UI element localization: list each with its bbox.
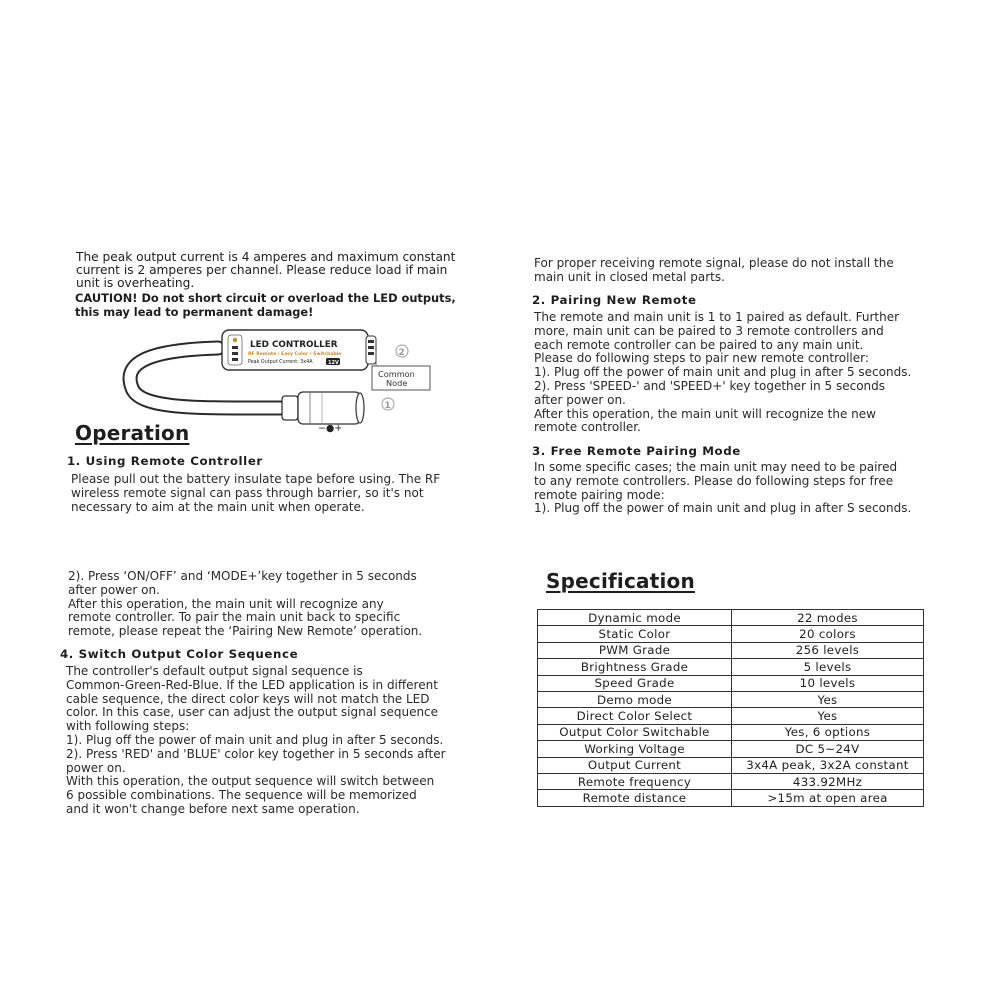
table-row: [538, 610, 924, 626]
device-title: LED CONTROLLER: [250, 340, 338, 350]
section-3-body: [534, 461, 911, 516]
continued-steps: [68, 570, 422, 639]
caution-line-2: this may lead to permanent damage!: [75, 304, 314, 319]
specification-table: [537, 609, 924, 807]
voltage-badge-text: 12V: [328, 360, 339, 366]
section-4-line: With this operation, the output sequence will switch between: [66, 774, 435, 789]
continued-line: after power on.: [68, 582, 160, 597]
section-4-line: Common-Green-Red-Blue. If the LED application is in different: [66, 677, 438, 692]
section-4-line: with following steps:: [66, 719, 190, 734]
table-row: [538, 708, 924, 724]
intro-line: current is 2 amperes per channel. Please reduce load if main: [76, 263, 448, 278]
section-4-line: power on.: [66, 760, 126, 775]
section-4-heading: 4. Switch Output Color Sequence: [60, 647, 299, 661]
table-row: [538, 675, 924, 691]
table-row: [538, 773, 924, 789]
spec-value: 20 colors: [732, 626, 924, 642]
caution-line-1: [75, 292, 456, 306]
spec-value: 256 levels: [732, 642, 924, 658]
spec-value: 3x4A peak, 3x2A constant: [732, 757, 924, 773]
section-3-heading: 3. Free Remote Pairing Mode: [532, 444, 741, 458]
section-2-heading: 2. Pairing New Remote: [532, 293, 697, 307]
intro-paragraph: [76, 251, 455, 291]
caution-text: Do not short circuit or overload the LED outputs,: [141, 291, 456, 305]
spec-key: Speed Grade: [538, 675, 732, 691]
right-intro-line: For proper receiving remote signal, please do not install the: [534, 256, 894, 270]
spec-value: 22 modes: [732, 610, 924, 626]
table-row: [538, 790, 924, 806]
spec-key: Direct Color Select: [538, 708, 732, 724]
controller-figure: [110, 320, 415, 435]
common-node-label-2: Node: [386, 378, 408, 388]
right-intro: [534, 257, 894, 285]
section-2-line: Please do following steps to pair new remote controller:: [534, 351, 869, 366]
section-1-line: wireless remote signal can pass through barrier, so it's not: [71, 485, 424, 500]
spec-key: Dynamic mode: [538, 610, 732, 626]
operation-heading: Operation: [75, 421, 190, 445]
section-4-line: cable sequence, the direct color keys will not match the LED: [66, 691, 430, 706]
table-row: [538, 691, 924, 707]
section-2-line: after power on.: [534, 392, 626, 407]
section-2: [532, 293, 697, 307]
table-row: [538, 757, 924, 773]
section-2-line: 1). Plug off the power of main unit and plug in after 5 seconds.: [534, 365, 912, 380]
callout-1: 1: [384, 401, 391, 411]
device-subtitle: RF Remote / Easy Color / Switchable: [248, 352, 342, 357]
spec-table-body: [538, 610, 924, 807]
intro-line: The peak output current is 4 amperes and maximum constant: [76, 250, 456, 264]
spec-value: 5 levels: [732, 659, 924, 675]
section-3: [532, 444, 741, 458]
spec-key: Static Color: [538, 626, 732, 642]
device-spec: Peak Output Current: 3x4A: [248, 360, 313, 365]
callout-2: 2: [398, 348, 405, 358]
table-row: [538, 741, 924, 757]
spec-value: DC 5~24V: [732, 741, 924, 757]
spec-value: >15m at open area: [732, 790, 924, 806]
common-node-label-1: Common: [378, 369, 415, 379]
spec-value: Yes: [732, 708, 924, 724]
spec-key: Output Color Switchable: [538, 724, 732, 740]
section-3-line: 1). Plug off the power of main unit and plug in after S seconds.: [534, 501, 912, 516]
section-4-line: 1). Plug off the power of main unit and plug in after 5 seconds.: [66, 732, 444, 747]
intro-line: unit is overheating.: [76, 276, 195, 291]
section-3-line: to any remote controllers. Please do following steps for free: [534, 473, 894, 488]
spec-value: 10 levels: [732, 675, 924, 691]
section-4-line: and it won't change before next same operation.: [66, 801, 360, 816]
section-2-line: 2). Press 'SPEED-' and 'SPEED+' key together in 5 seconds: [534, 378, 886, 393]
section-4-body: [66, 665, 446, 817]
spec-key: Remote frequency: [538, 773, 732, 789]
caution-notice: [75, 292, 456, 319]
spec-value: Yes: [732, 691, 924, 707]
section-4-line: 2). Press 'RED' and 'BLUE' color key together in 5 seconds after: [66, 746, 446, 761]
section-1-heading: 1. Using Remote Controller: [67, 454, 263, 468]
section-2-line: remote controller.: [534, 420, 641, 435]
caution-label: CAUTION!: [75, 291, 138, 305]
spec-key: Demo mode: [538, 691, 732, 707]
section-4: [60, 647, 298, 661]
right-intro-line: main unit in closed metal parts.: [534, 269, 725, 284]
continued-line: 2). Press ‘ON/OFF’ and ‘MODE+’key together in 5 seconds: [68, 569, 417, 583]
spec-key: Output Current: [538, 757, 732, 773]
spec-value: Yes, 6 options: [732, 724, 924, 740]
spec-key: Brightness Grade: [538, 659, 732, 675]
section-4-line: color. In this case, user can adjust the output signal sequence: [66, 705, 439, 720]
table-row: [538, 642, 924, 658]
polarity-symbol: −●+: [318, 423, 343, 434]
section-2-line: more, main unit can be paired to 3 remote controllers and: [534, 323, 884, 338]
table-row: [538, 659, 924, 675]
section-1-body: [71, 473, 440, 514]
spec-key: Remote distance: [538, 790, 732, 806]
section-2-line: each remote controller can be paired to any main unit.: [534, 337, 864, 352]
spec-key: Working Voltage: [538, 741, 732, 757]
table-row: [538, 724, 924, 740]
spec-key: PWM Grade: [538, 642, 732, 658]
section-2-body: [534, 311, 911, 435]
dc-connector: [282, 392, 364, 424]
section-1-line: necessary to aim at the main unit when operate.: [71, 499, 365, 514]
specification-heading: Specification: [546, 569, 695, 593]
section-1: [67, 454, 263, 468]
section-2-line: After this operation, the main unit will recognize the new: [534, 406, 876, 421]
section-3-line: In some specific cases; the main unit may need to be paired: [534, 460, 898, 474]
section-4-line: 6 possible combinations. The sequence will be memorized: [66, 788, 417, 803]
continued-line: After this operation, the main unit will recognize any: [68, 596, 384, 611]
section-4-line: The controller's default output signal sequence is: [66, 664, 363, 678]
section-2-line: The remote and main unit is 1 to 1 paired as default. Further: [534, 310, 900, 324]
section-3-line: remote pairing mode:: [534, 487, 665, 502]
table-row: [538, 626, 924, 642]
continued-line: remote, please repeat the ‘Pairing New Remote’ operation.: [68, 624, 423, 639]
section-1-line: Please pull out the battery insulate tape before using. The RF: [71, 472, 441, 486]
spec-value: 433.92MHz: [732, 773, 924, 789]
continued-line: remote controller. To pair the main unit back to specific: [68, 610, 401, 625]
